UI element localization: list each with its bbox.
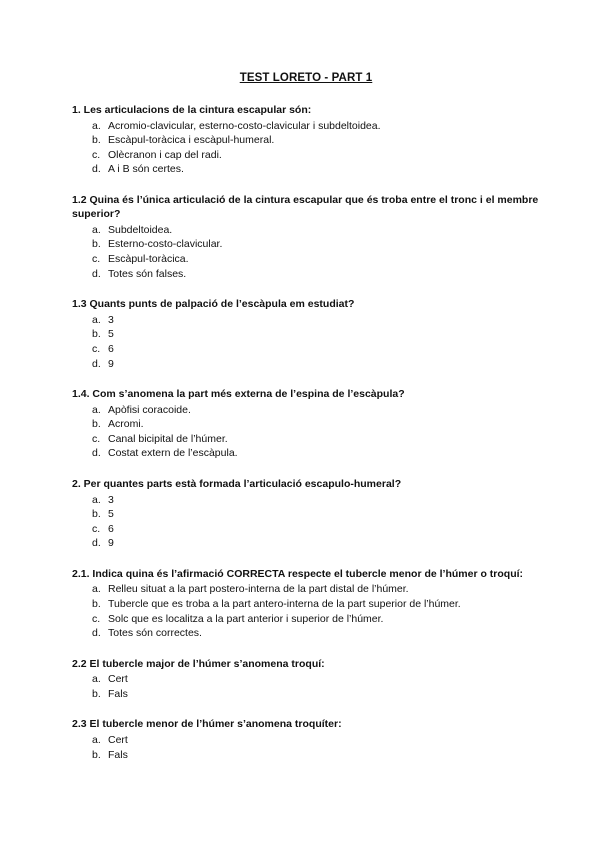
answer-options <box>72 582 540 640</box>
answer-option <box>92 536 540 551</box>
option-letter: b. <box>92 748 101 761</box>
option-text: Acromio-clavicular, esterno-costo-clavicular i subdeltoidea. <box>108 119 381 132</box>
option-letter: d. <box>92 627 101 640</box>
option-letter: b. <box>92 418 101 431</box>
option-text: 6 <box>108 342 114 355</box>
option-text: 3 <box>108 493 114 506</box>
answer-option <box>92 313 540 328</box>
option-letter: b. <box>92 238 101 251</box>
answer-option <box>92 417 540 432</box>
option-text: 6 <box>108 522 114 535</box>
answer-option <box>92 446 540 461</box>
option-letter: c. <box>92 253 101 266</box>
answer-option <box>92 223 540 238</box>
option-letter: d. <box>92 163 101 176</box>
answer-options <box>72 119 540 177</box>
answer-option <box>92 252 540 267</box>
answer-option <box>92 687 540 702</box>
question-block <box>72 297 540 371</box>
answer-option <box>92 327 540 342</box>
option-letter: a. <box>92 583 101 596</box>
option-letter: c. <box>92 522 101 535</box>
option-text: Subdeltoidea. <box>108 223 173 236</box>
answer-options <box>72 223 540 281</box>
answer-option <box>92 403 540 418</box>
option-text: Totes són falses. <box>108 267 187 280</box>
option-text: Relleu situat a la part postero-interna de la part distal de l’húmer. <box>108 583 409 596</box>
answer-option <box>92 522 540 537</box>
option-text: Cert <box>108 673 128 686</box>
option-text: Canal bicipital de l’húmer. <box>108 432 228 445</box>
option-text: Apòfisi coracoide. <box>108 403 191 416</box>
option-text: Costat extern de l’escàpula. <box>108 447 238 460</box>
option-text: 9 <box>108 537 114 550</box>
option-letter: a. <box>92 733 101 746</box>
option-letter: d. <box>92 357 101 370</box>
question-block <box>72 477 540 551</box>
option-letter: a. <box>92 673 101 686</box>
question-text: 1.3 Quants punts de palpació de l’escàpula em estudiat? <box>72 298 355 311</box>
option-letter: b. <box>92 328 101 341</box>
answer-options <box>72 672 540 701</box>
answer-option <box>92 672 540 687</box>
question-text: 2.3 El tubercle menor de l’húmer s’anomena troquíter: <box>72 718 342 731</box>
question-list <box>72 103 540 762</box>
option-text: Escàpul-toràcica. <box>108 253 189 266</box>
option-letter: c. <box>92 432 101 445</box>
answer-option <box>92 342 540 357</box>
answer-option <box>92 733 540 748</box>
question-text: 2.2 El tubercle major de l’húmer s’anomena troquí: <box>72 657 325 670</box>
answer-option <box>92 237 540 252</box>
option-letter: b. <box>92 597 101 610</box>
answer-option <box>92 267 540 282</box>
option-letter: a. <box>92 403 101 416</box>
option-text: Olècranon i cap del radi. <box>108 148 222 161</box>
answer-option <box>92 357 540 372</box>
answer-option <box>92 626 540 641</box>
option-text: A i B són certes. <box>108 163 184 176</box>
answer-option <box>92 162 540 177</box>
answer-option <box>92 507 540 522</box>
option-letter: b. <box>92 134 101 147</box>
option-letter: d. <box>92 267 101 280</box>
option-letter: b. <box>92 687 101 700</box>
answer-options <box>72 313 540 371</box>
answer-option <box>92 148 540 163</box>
option-letter: a. <box>92 119 101 132</box>
answer-options <box>72 733 540 762</box>
option-text: 9 <box>108 357 114 370</box>
option-letter: d. <box>92 537 101 550</box>
option-text: 3 <box>108 313 114 326</box>
question-block <box>72 657 540 702</box>
answer-option <box>92 493 540 508</box>
option-text: Fals <box>108 687 128 700</box>
option-text: 5 <box>108 508 114 521</box>
answer-option <box>92 133 540 148</box>
question-block <box>72 103 540 177</box>
answer-option <box>92 432 540 447</box>
option-text: Solc que es localitza a la part anterior i superior de l’húmer. <box>108 612 384 625</box>
option-text: 5 <box>108 328 114 341</box>
option-letter: a. <box>92 223 101 236</box>
question-block <box>72 567 540 641</box>
answer-option <box>92 582 540 597</box>
option-text: Esterno-costo-clavicular. <box>108 238 223 251</box>
option-text: Cert <box>108 733 128 746</box>
option-text: Escàpul-toràcica i escàpul-humeral. <box>108 134 275 147</box>
option-letter: a. <box>92 313 101 326</box>
option-letter: a. <box>92 493 101 506</box>
answer-option <box>92 612 540 627</box>
option-letter: b. <box>92 508 101 521</box>
question-text: 1.2 Quina és l’única articulació de la cintura escapular que és troba entre el tronc i el membre superior? <box>72 193 539 221</box>
option-letter: d. <box>92 447 101 460</box>
answer-options <box>72 493 540 551</box>
option-letter: c. <box>92 342 101 355</box>
answer-option <box>92 597 540 612</box>
document-title: TEST LORETO - PART 1 <box>239 72 373 84</box>
option-text: Tubercle que es troba a la part antero-interna de la part superior de l’húmer. <box>108 597 461 610</box>
answer-option <box>92 119 540 134</box>
option-letter: c. <box>92 612 101 625</box>
option-letter: c. <box>92 148 101 161</box>
answer-option <box>92 748 540 763</box>
question-block <box>72 717 540 762</box>
question-text: 1. Les articulacions de la cintura escapular són: <box>72 104 312 116</box>
option-text: Totes són correctes. <box>108 627 202 640</box>
option-text: Fals <box>108 748 128 761</box>
question-block <box>72 193 540 281</box>
question-block <box>72 387 540 461</box>
option-text: Acromi. <box>108 418 144 431</box>
question-text: 1.4. Com s’anomena la part més externa de l’espina de l’escàpula? <box>72 388 405 401</box>
question-text: 2.1. Indica quina és l’afirmació CORRECTA respecte el tubercle menor de l’húmer o troquí: <box>72 567 524 580</box>
question-text: 2. Per quantes parts està formada l’articulació escapulo-humeral? <box>72 478 402 490</box>
answer-options <box>72 403 540 461</box>
